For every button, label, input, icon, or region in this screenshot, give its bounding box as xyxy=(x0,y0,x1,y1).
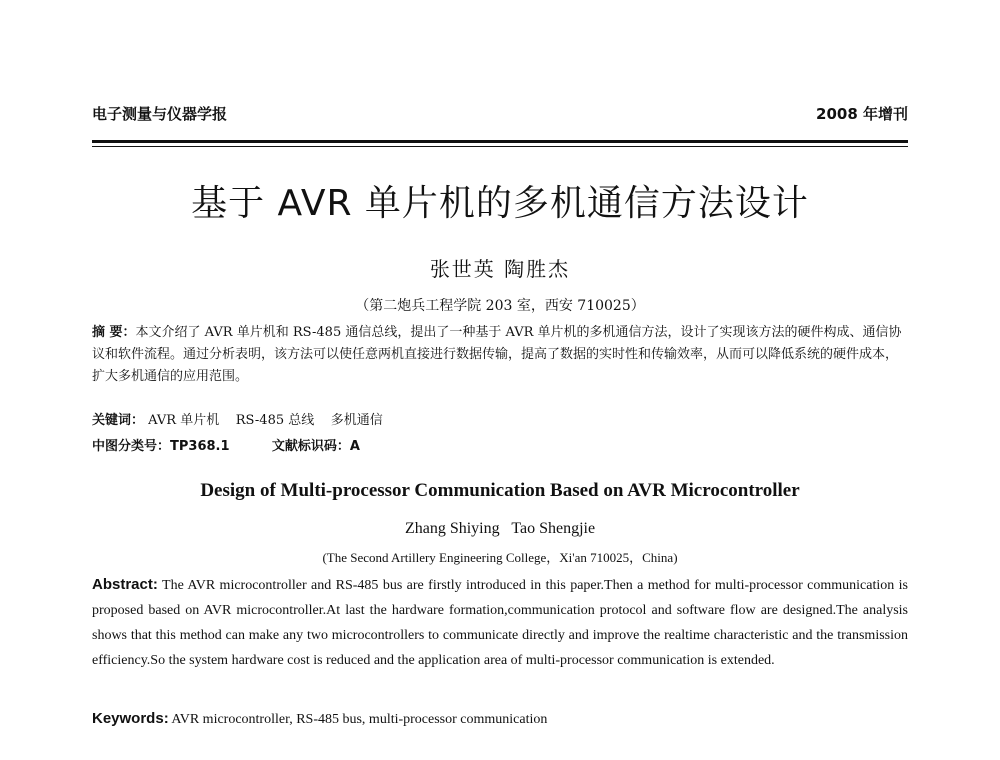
abstract-en-label: Abstract: xyxy=(92,576,158,593)
paper-title-zh: 基于 AVR 单片机的多机通信方法设计 xyxy=(191,183,809,224)
clc-value: TP368.1 xyxy=(170,439,230,454)
keywords-zh-items: AVR 单片机 RS-485 总线 多机通信 xyxy=(148,413,383,428)
keywords-en-text: AVR microcontroller, RS-485 bus, multi-processor communication xyxy=(171,712,548,727)
abstract-zh-text: 本文介绍了 AVR 单片机和 RS-485 通信总线，提出了一种基于 AVR 单片机的多机通信方法，设计了实现该方法的硬件构成、通信协议和软件流程。通过分析表明，该方法可以使任意两机直接进行数据传输，提高了数据的实时性和传输效率，从而可以降低系统的硬件成本，扩大多机通信的应用范围。 xyxy=(92,325,902,384)
authors-en: Zhang Shiying Tao Shengjie xyxy=(404,520,596,537)
journal-name: 电子测量与仪器学报 xyxy=(92,105,228,123)
affiliation-zh: （第二炮兵工程学院 203 室，西安 710025） xyxy=(355,298,645,314)
running-header xyxy=(92,103,908,127)
doc-code-label: 文献标识码： xyxy=(271,439,350,454)
authors-zh: 张世英 陶胜杰 xyxy=(429,257,571,281)
keywords-en-label: Keywords: xyxy=(92,710,169,727)
doc-code-value: A xyxy=(349,439,360,454)
header-rule-thick xyxy=(92,140,908,143)
header-rule-thin xyxy=(92,146,908,147)
abstract-zh xyxy=(92,322,908,388)
classification-zh xyxy=(92,436,908,458)
keywords-zh-label: 关键词： xyxy=(92,413,145,428)
keywords-zh xyxy=(92,410,908,432)
keywords-en xyxy=(92,710,908,728)
abstract-en-text: The AVR microcontroller and RS-485 bus are firstly introduced in this paper.Then a method for multi-processor communication is proposed based on AVR microcontroller.At last the hardware formation,communication protocol and software flow are designed.The analysis shows that this method can make any two microcontrollers to communicate directly and improve the realtime characteristic and the transmission efficiency.So the system hardware cost is reduced and the application area of multi-processor communication is extended. xyxy=(92,578,909,668)
abstract-en xyxy=(92,572,908,673)
abstract-zh-label: 摘 要： xyxy=(92,325,136,340)
issue-label: 2008 年增刊 xyxy=(816,105,908,123)
clc-label: 中图分类号： xyxy=(92,439,171,454)
paper-title-en: Design of Multi-processor Communication Based on AVR Microcontroller xyxy=(200,480,800,501)
affiliation-en: (The Second Artillery Engineering College，Xi'an 710025，China) xyxy=(322,550,678,565)
